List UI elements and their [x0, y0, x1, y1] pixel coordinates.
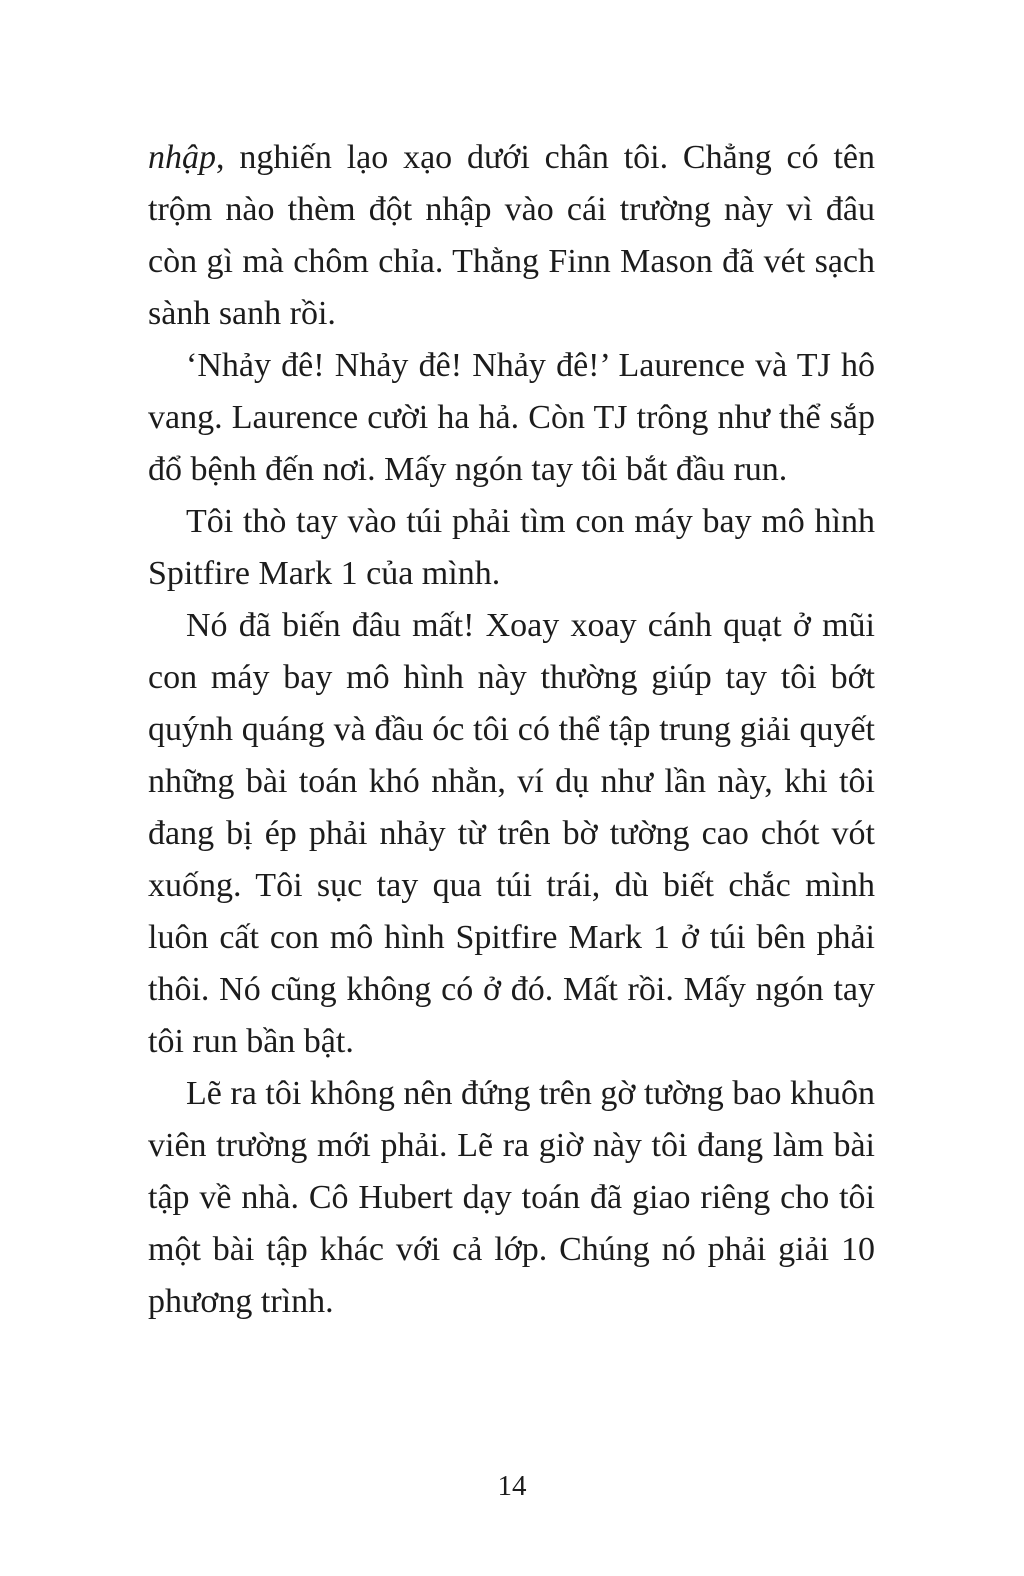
- paragraph-text: , nghiến lạo xạo dưới chân tôi. Chẳng có tên trộm nào thèm đột nhập vào cái trường này vì đâu còn gì mà chôm chỉa. Thằng Finn Mason đã vét sạch sành sanh rồi.: [148, 139, 875, 332]
- paragraph: ‘Nhảy đê! Nhảy đê! Nhảy đê!’ Laurence và TJ hô vang. Laurence cười ha hả. Còn TJ trông như thể sắp đổ bệnh đến nơi. Mấy ngón tay tôi bắt đầu run.: [148, 347, 875, 488]
- page-text-block: [148, 132, 875, 1328]
- page-number: 14: [497, 1470, 527, 1502]
- paragraph: Tôi thò tay vào túi phải tìm con máy bay mô hình Spitfire Mark 1 của mình.: [148, 503, 875, 592]
- paragraph: Nó đã biến đâu mất! Xoay xoay cánh quạt ở mũi con máy bay mô hình này thường giúp tay tôi bớt quýnh quáng và đầu óc tôi có thể tập trung giải quyết những bài toán khó nhằn, ví dụ như lần này, khi tôi đang bị ép phải nhảy từ trên bờ tường cao chót vót xuống. Tôi sục tay qua túi trái, dù biết chắc mình luôn cất con mô hình Spitfire Mark 1 ở túi bên phải thôi. Nó cũng không có ở đó. Mất rồi. Mấy ngón tay tôi run bần bật.: [148, 607, 875, 1060]
- paragraph-italic-lead: nhập: [148, 139, 216, 176]
- paragraph: [148, 132, 875, 340]
- paragraph: Lẽ ra tôi không nên đứng trên gờ tường bao khuôn viên trường mới phải. Lẽ ra giờ này tôi đang làm bài tập về nhà. Cô Hubert dạy toán đã giao riêng cho tôi một bài tập khác với cả lớp. Chúng nó phải giải 10 phương trình.: [148, 1075, 875, 1320]
